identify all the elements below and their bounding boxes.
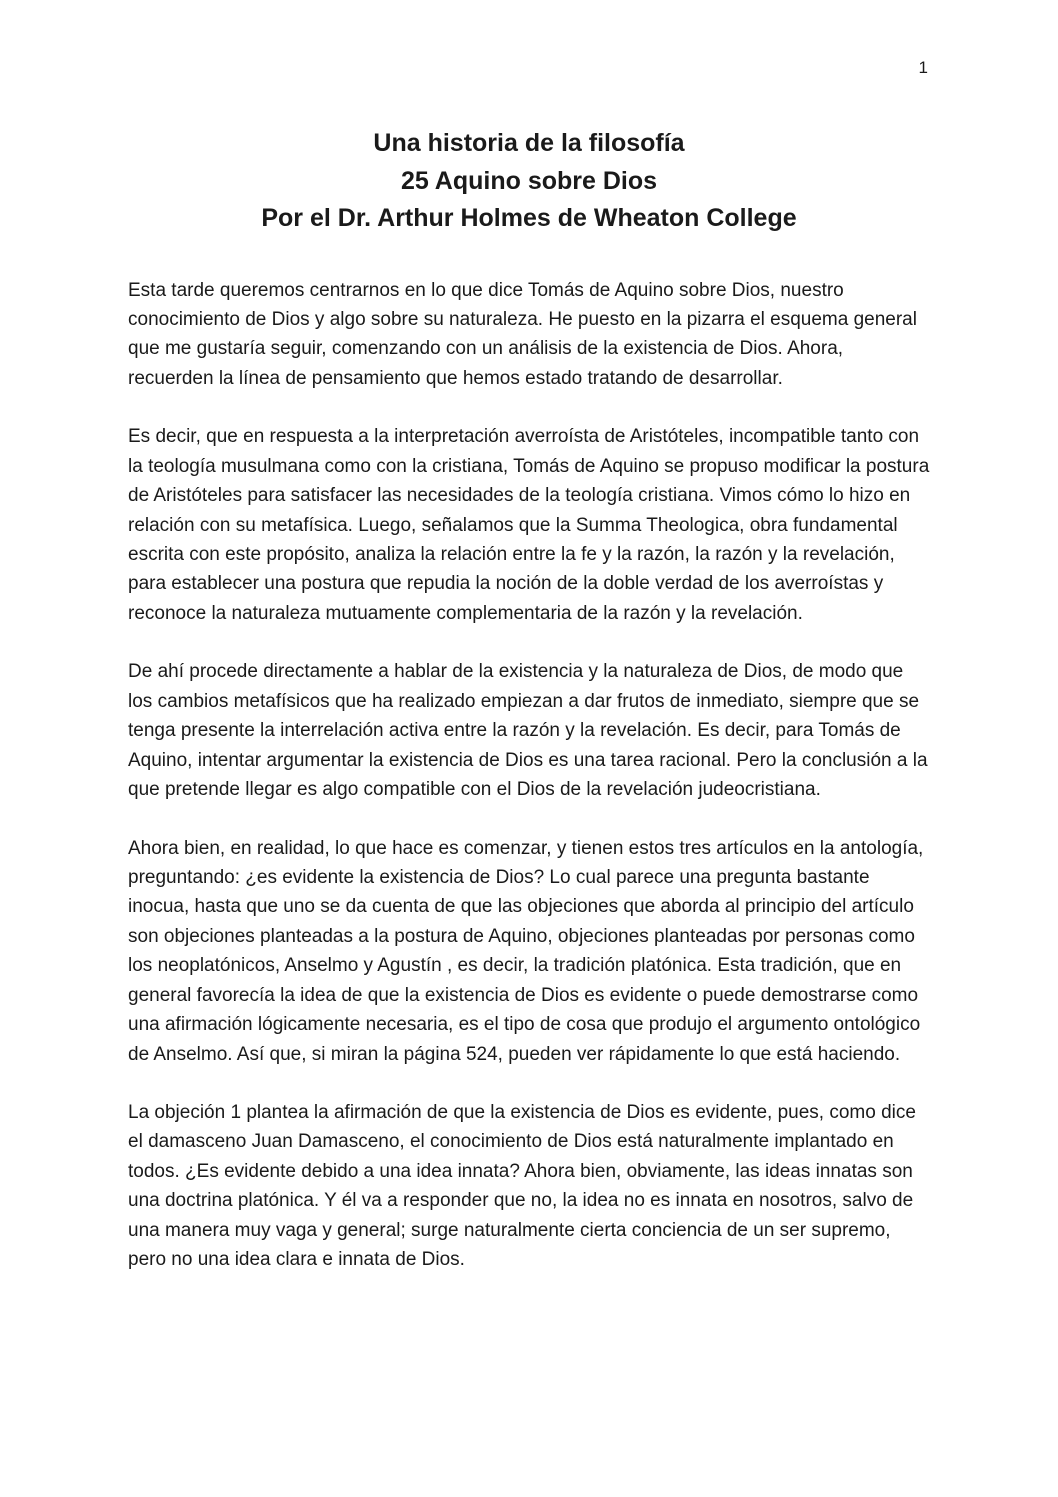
paragraph-5: La objeción 1 plantea la afirmación de que la existencia de Dios es evidente, pues, como dice el damasceno Juan Damasceno, el conocimiento de Dios está naturalmente implantado en todos. ¿Es evidente debido a una idea innata? Ahora bien, obviamente, las ideas innatas son una doctrina platónica. Y él va a responder que no, la idea no es innata en nosotros, salvo de una manera muy vaga y general; surge naturalmente cierta conciencia de un ser supremo, pero no una idea clara e innata de Dios. [128, 1102, 916, 1271]
document-title [128, 125, 930, 238]
document-body [128, 276, 930, 1275]
paragraph-4: Ahora bien, en realidad, lo que hace es comenzar, y tienen estos tres artículos en la antología, preguntando: ¿es evidente la existencia de Dios? Lo cual parece una pregunta bastante inocua, hasta que uno se da cuenta de que las objeciones que aborda al principio del artículo son objeciones planteadas a la postura de Aquino, objeciones planteadas por personas como los neoplatónicos, Anselmo y Agustín , es decir, la tradición platónica. Esta tradición, que en general favorecía la idea de que la existencia de Dios es evidente o puede demostrarse como una afirmación lógicamente necesaria, es el tipo de cosa que produjo el argumento ontológico de Anselmo. Así que, si miran la página 524, pueden ver rápidamente lo que está haciendo. [128, 837, 924, 1065]
title-line-2: 25 Aquino sobre Dios [400, 166, 658, 195]
paragraph-1: Esta tarde queremos centrarnos en lo que dice Tomás de Aquino sobre Dios, nuestro conocimiento de Dios y algo sobre su naturaleza. He puesto en la pizarra el esquema general que me gustaría seguir, comenzando con un análisis de la existencia de Dios. Ahora, recuerden la línea de pensamiento que hemos estado tratando de desarrollar. [128, 279, 917, 389]
title-line-3: Por el Dr. Arthur Holmes de Wheaton College [261, 204, 797, 232]
paragraph-2: Es decir, que en respuesta a la interpretación averroísta de Aristóteles, incompatible tanto con la teología musulmana como con la cristiana, Tomás de Aquino se propuso modificar la postura de Aristóteles para satisfacer las necesidades de la teología cristiana. Vimos cómo lo hizo en relación con su metafísica. Luego, señalamos que la Summa Theologica, obra fundamental escrita con este propósito, analiza la relación entre la fe y la razón, la razón y la revelación, para establecer una postura que repudia la noción de la doble verdad de los averroístas y reconoce la naturaleza mutuamente complementaria de la razón y la revelación. [128, 426, 930, 624]
title-line-1: Una historia de la filosofía [373, 129, 685, 157]
paragraph-3: De ahí procede directamente a hablar de la existencia y la naturaleza de Dios, de modo que los cambios metafísicos que ha realizado empiezan a dar frutos de inmediato, siempre que se tenga presente la interrelación activa entre la razón y la revelación. Es decir, para Tomás de Aquino, intentar argumentar la existencia de Dios es una tarea racional. Pero la conclusión a la que pretende llegar es algo compatible con el Dios de la revelación judeocristiana. [128, 661, 928, 801]
page-number: 1 [918, 58, 928, 77]
